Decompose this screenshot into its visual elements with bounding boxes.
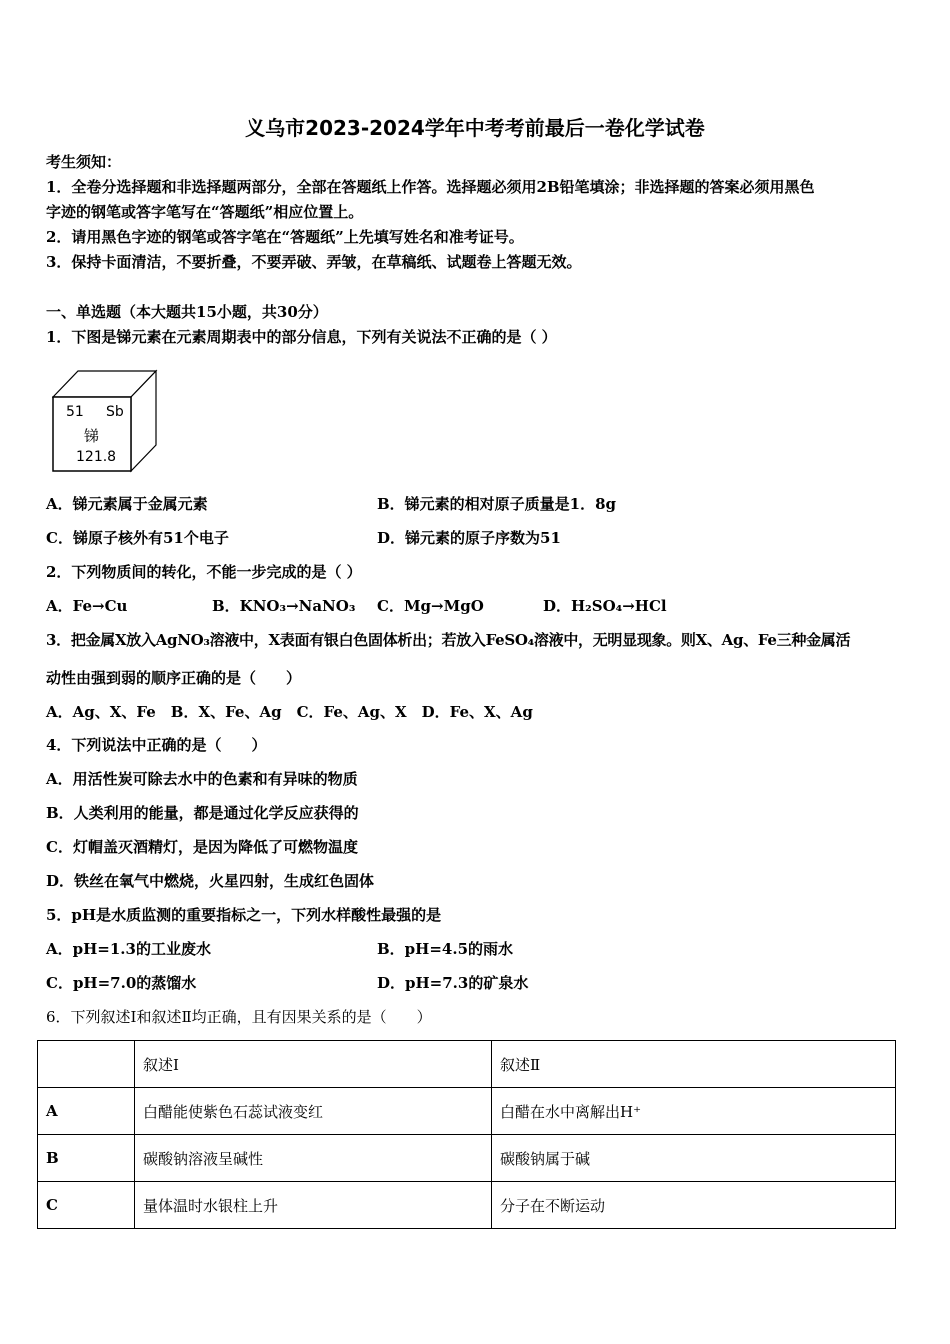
- q3-stem-line2: 动性由强到弱的顺序正确的是（ ）: [46, 669, 302, 687]
- table-cell-option: B: [38, 1135, 135, 1182]
- element-symbol: Sb: [106, 404, 124, 420]
- table-cell-statement-2: 分子在不断运动: [492, 1182, 896, 1229]
- q4-option-c: C．灯帽盖灭酒精灯，是因为降低了可燃物温度: [46, 838, 358, 856]
- table-cell-statement-1: 碳酸钠溶液呈碱性: [135, 1135, 492, 1182]
- q5-option-b: B．pH=4.5的雨水: [377, 940, 514, 958]
- q5-stem: 5．pH是水质监测的重要指标之一，下列水样酸性最强的是: [46, 906, 442, 924]
- element-cell-sb: [52, 369, 158, 477]
- q2-option-c: C．Mg→MgO: [377, 597, 484, 615]
- table-row: [38, 1088, 896, 1135]
- table-row: [38, 1135, 896, 1182]
- q5-option-d: D．pH=7.3的矿泉水: [377, 974, 529, 992]
- q2-option-a: A．Fe→Cu: [46, 597, 128, 615]
- notice-line-1b: 字迹的钢笔或答字笔写在“答题纸”相应位置上。: [46, 203, 364, 221]
- notice-line-3: 3．保持卡面清洁，不要折叠，不要弄破、弄皱，在草稿纸、试题卷上答题无效。: [46, 253, 582, 271]
- q1-option-c: C．锑原子核外有51个电子: [46, 529, 229, 547]
- section-heading: 一、单选题（本大题共15小题，共30分）: [46, 303, 328, 321]
- q1-option-a: A．锑元素属于金属元素: [46, 495, 208, 513]
- table-header-cell: 叙述Ⅱ: [492, 1041, 896, 1088]
- q3-options: A．Ag、X、Fe B．X、Fe、Ag C．Fe、Ag、X D．Fe、X、Ag: [46, 703, 533, 721]
- table-row: [38, 1182, 896, 1229]
- q1-stem: 1．下图是锑元素在元素周期表中的部分信息，下列有关说法不正确的是（ ）: [46, 328, 557, 346]
- table-cell-statement-1: 量体温时水银柱上升: [135, 1182, 492, 1229]
- q2-option-b: B．KNO₃→NaNO₃: [212, 597, 356, 615]
- notice-heading: 考生须知：: [46, 153, 122, 171]
- q3-stem-line1: 3．把金属X放入AgNO₃溶液中，X表面有银白色固体析出；若放入FeSO₄溶液中，无明显现象。则X、Ag、Fe三种金属活: [46, 631, 851, 649]
- page-title: 义乌市2023-2024学年中考考前最后一卷化学试卷: [245, 116, 705, 140]
- atomic-number: 51: [66, 404, 84, 420]
- table-cell-statement-2: 白醋在水中离解出H⁺: [492, 1088, 896, 1135]
- table-header-cell: 叙述Ⅰ: [135, 1041, 492, 1088]
- table-cell-option: C: [38, 1182, 135, 1229]
- q5-option-a: A．pH=1.3的工业废水: [46, 940, 211, 958]
- atomic-mass: 121.8: [76, 449, 117, 465]
- q4-option-d: D．铁丝在氧气中燃烧，火星四射，生成红色固体: [46, 872, 375, 890]
- q1-option-d: D．锑元素的原子序数为51: [377, 529, 561, 547]
- element-name: 锑: [84, 427, 100, 445]
- q4-option-b: B．人类利用的能量，都是通过化学反应获得的: [46, 804, 359, 822]
- table-header-cell: [38, 1041, 135, 1088]
- q6-table: [37, 1040, 896, 1229]
- q6-stem: 6．下列叙述Ⅰ和叙述Ⅱ均正确，且有因果关系的是（ ）: [46, 1008, 432, 1026]
- q5-option-c: C．pH=7.0的蒸馏水: [46, 974, 197, 992]
- table-cell-option: A: [38, 1088, 135, 1135]
- q4-option-a: A．用活性炭可除去水中的色素和有异味的物质: [46, 770, 358, 788]
- table-cell-statement-2: 碳酸钠属于碱: [492, 1135, 896, 1182]
- q4-stem: 4．下列说法中正确的是（ ）: [46, 736, 267, 754]
- q2-stem: 2．下列物质间的转化，不能一步完成的是（ ）: [46, 563, 362, 581]
- table-cell-statement-1: 白醋能使紫色石蕊试液变红: [135, 1088, 492, 1135]
- q1-option-b: B．锑元素的相对原子质量是1．8g: [377, 495, 617, 513]
- notice-line-1a: 1．全卷分选择题和非选择题两部分，全部在答题纸上作答。选择题必须用2B铅笔填涂；非选择题的答案必须用黑色: [46, 178, 815, 196]
- notice-line-2: 2．请用黑色字迹的钢笔或答字笔在“答题纸”上先填写姓名和准考证号。: [46, 228, 524, 246]
- q2-option-d: D．H₂SO₄→HCl: [543, 597, 667, 615]
- table-header-row: [38, 1041, 896, 1088]
